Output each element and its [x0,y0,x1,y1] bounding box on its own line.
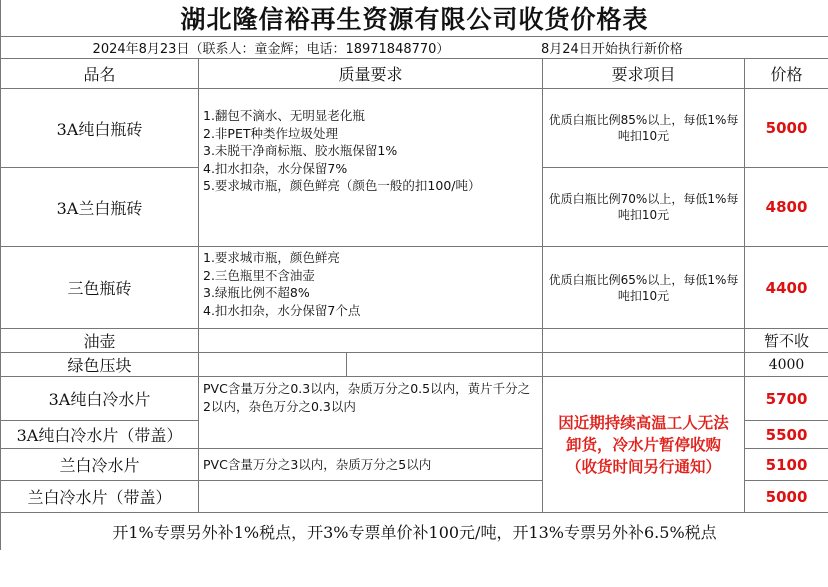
empty-cell [347,353,543,377]
quality-line: 2.三色瓶里不含油壶 [203,267,315,283]
quality-line: 4.扣水扣杂，水分保留7个点 [203,302,361,318]
row-name: 三色瓶砖 [1,247,199,329]
quality-line: 1.要求城市瓶，颜色鲜亮 [203,250,340,265]
quality-line: 2.非PET种类作垃圾处理 [203,125,338,141]
row-price: 暂不收 [745,329,828,353]
header-item: 要求项目 [543,59,745,89]
row-item: 优质白瓶比例70%以上，每低1%每吨扣10元 [543,168,745,247]
row-price: 5100 [745,449,828,481]
row-item: 优质白瓶比例65%以上，每低1%每吨扣10元 [543,247,745,329]
row-price: 4400 [745,247,828,329]
row-name: 兰白冷水片（带盖） [1,481,199,513]
quality-line: 4.扣水扣杂，水分保留7% [203,160,348,176]
header-row [1,59,828,89]
row-price: 5000 [745,481,828,513]
row-name: 油壶 [1,329,199,353]
quality-line: 1.翻包不滴水、无明显老化瓶 [203,108,365,123]
table-row [1,247,828,329]
notice-text: 因近期持续高温工人无法卸货，冷水片暂停收购（收货时间另行通知） [543,377,745,513]
footer-note: 开1%专票另外补1%税点，开3%专票单价补100元/吨，开13%专票另外补6.5%税点 [1,513,828,551]
row-name: 3A纯白冷水片（带盖） [1,421,199,449]
header-quality: 质量要求 [199,59,543,89]
effective-date: 8月24日开始执行新价格 [541,42,683,57]
row-price: 5500 [745,421,828,449]
row-price: 5700 [745,377,828,421]
row-price: 4800 [745,168,828,247]
table-row [1,377,828,421]
info-row [1,37,828,59]
row-name: 绿色压块 [1,353,199,377]
quality-flake-blue: PVC含量万分之3以内，杂质万分之5以内 [199,449,543,481]
header-name: 品名 [1,59,199,89]
quality-flake-white: PVC含量万分之0.3以内，杂质万分之0.5以内，黄片千分之2以内，杂色万分之0.3以内 [199,377,543,449]
table-row [1,329,828,353]
empty-cell [199,329,543,353]
empty-cell [199,353,347,377]
quality-line: 3.绿瓶比例不超8% [203,285,310,300]
row-name: 3A兰白瓶砖 [1,168,199,247]
empty-cell [543,353,745,377]
quality-requirements-bottle [199,89,543,247]
quality-requirements-tricolor [199,247,543,329]
page-title: 湖北隆信裕再生资源有限公司收货价格表 [1,0,828,37]
row-price: 4000 [745,353,828,377]
empty-cell [199,481,543,513]
table-row [1,89,828,168]
quality-line: 3.未脱干净商标瓶、胶水瓶保留1% [203,143,398,158]
row-item: 优质白瓶比例85%以上，每低1%每吨扣10元 [543,89,745,168]
date-contact: 2024年8月23日（联系人：童金辉；电话：18971848770） [92,42,450,57]
row-name: 3A纯白冷水片 [1,377,199,421]
header-price: 价格 [745,59,828,89]
row-name: 兰白冷水片 [1,449,199,481]
row-name: 3A纯白瓶砖 [1,89,199,168]
quality-line: 5.要求城市瓶，颜色鲜亮（颜色一般的扣100/吨） [203,178,481,193]
empty-cell [543,329,745,353]
row-price: 5000 [745,89,828,168]
table-row [1,353,828,377]
